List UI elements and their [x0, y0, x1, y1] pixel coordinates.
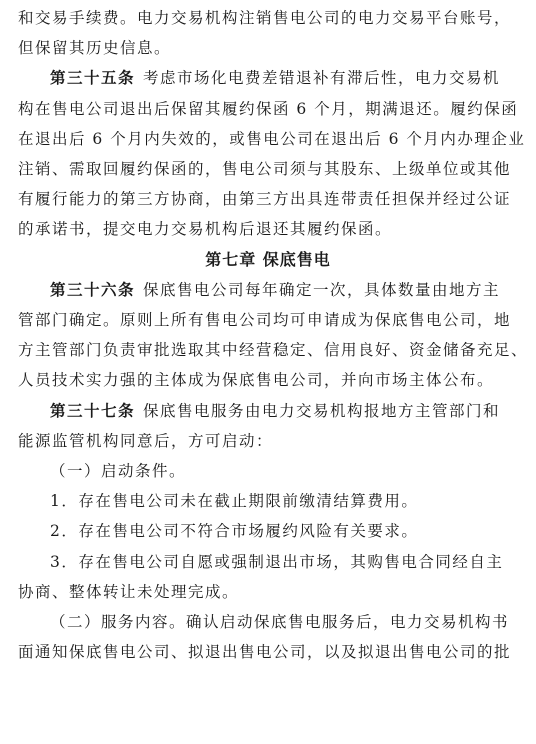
article-37-text: 保底售电服务由电力交易机构报地方主管部门和	[143, 401, 501, 420]
article-36-line	[50, 280, 500, 300]
text-line-15: （一）启动条件。	[50, 462, 187, 480]
text-line-19: 协商、整体转让未处理完成。	[18, 582, 240, 601]
text-line-20: （二）服务内容。确认启动保底售电服务后，电力交易机构书	[50, 613, 510, 631]
text-line-2: 但保留其历史信息。	[18, 39, 172, 58]
text-line-7: 有履行能力的第三方协商，由第三方出具连带责任担保并经过公证	[18, 190, 512, 209]
text-line-17: 2．存在售电公司不符合市场履约风险有关要求。	[50, 522, 419, 541]
article-35-line	[50, 68, 500, 88]
article-37-line	[50, 401, 500, 421]
text-line-14: 能源监管机构同意后，方可启动：	[18, 431, 274, 450]
text-line-8: 的承诺书，提交电力交易机构后退还其履约保函。	[18, 220, 393, 239]
text-line-18: 3．存在售电公司自愿或强制退出市场，其购售电合同经自主	[50, 552, 504, 571]
text-line-5: 在退出后 6 个月内失效的，或售电公司在退出后 6 个月内办理企业	[18, 129, 526, 148]
text-line-11: 方主管部门负责审批选取其中经营稳定、信用良好、资金储备充足、	[18, 341, 529, 360]
article-37-label: 第三十七条	[50, 400, 136, 420]
text-line-12: 人员技术实力强的主体成为保底售电公司，并向市场主体公布。	[18, 371, 495, 390]
text-line-1: 和交易手续费。电力交易机构注销售电公司的电力交易平台账号，	[18, 9, 512, 27]
text-line-16: 1．存在售电公司未在截止期限前缴清结算费用。	[50, 492, 419, 511]
text-line-21: 面通知保底售电公司、拟退出售电公司，以及拟退出售电公司的批	[18, 643, 512, 662]
chapter-7-heading: 第七章 保底售电	[205, 249, 331, 269]
text-line-6: 注销、需取回履约保函的，售电公司须与其股东、上级单位或其他	[18, 160, 512, 178]
article-36-text: 保底售电公司每年确定一次，具体数量由地方主	[143, 280, 501, 299]
article-35-text: 考虑市场化电费差错退补有滞后性，电力交易机	[143, 69, 501, 88]
article-36-label: 第三十六条	[50, 279, 136, 299]
article-35-label: 第三十五条	[50, 68, 136, 88]
text-line-4: 构在售电公司退出后保留其履约保函 6 个月，期满退还。履约保函	[18, 99, 519, 118]
text-line-10: 管部门确定。原则上所有售电公司均可申请成为保底售电公司，地	[18, 311, 512, 329]
